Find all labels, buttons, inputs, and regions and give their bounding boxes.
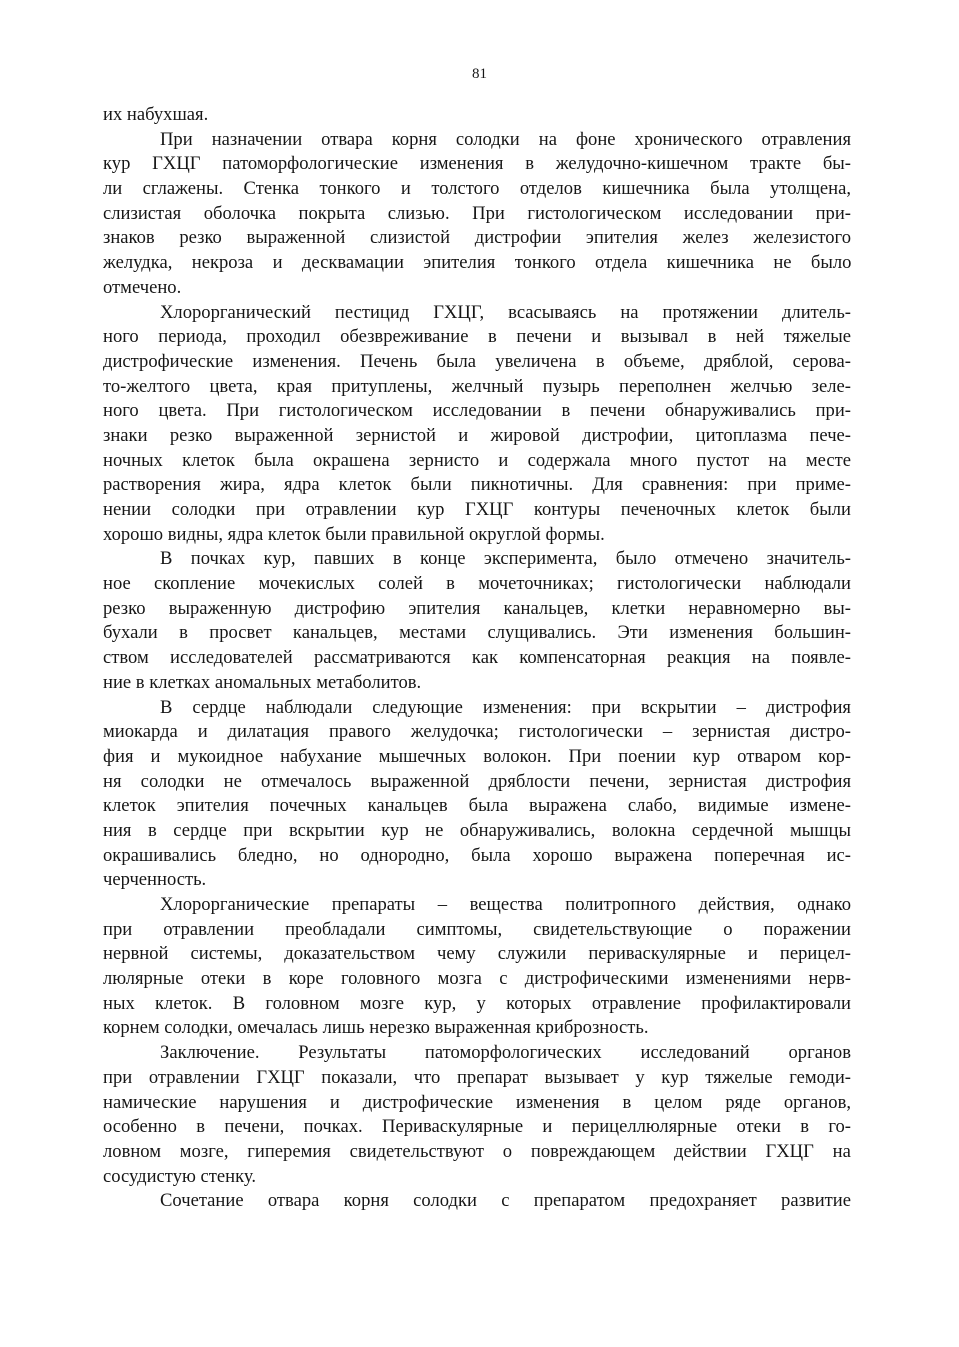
text-line: При назначении отвара корня солодки на фоне хронического отравления xyxy=(160,128,851,150)
text-line: В почках кур, павших в конце эксперимента, было отмечено значитель- xyxy=(160,548,851,570)
text-line: их набухшая. xyxy=(103,104,209,125)
text-line: ние в клетках аномальных метаболитов. xyxy=(103,671,422,693)
text-line: знаки резко выраженной зернистой и жировой дистрофии, цитоплазма пече- xyxy=(103,424,851,446)
text-line: бухали в просвет канальцев, местами слущивались. Эти изменения большин- xyxy=(103,622,851,644)
text-line: сосудистую стенку. xyxy=(103,1165,256,1187)
page-number: 81 xyxy=(472,66,487,82)
text-line: ного цвета. При гистологическом исследовании в печени обнаруживались при- xyxy=(103,400,851,422)
text-line: Заключение. Результаты патоморфологических исследований органов xyxy=(160,1042,851,1064)
text-line: дистрофические изменения. Печень была увеличена в объеме, дряблой, серова- xyxy=(103,350,851,372)
text-line: нервной системы, доказательством чему служили периваскулярные и перицел- xyxy=(103,943,851,965)
text-line: черченность. xyxy=(103,869,207,891)
text-line: слизистая оболочка покрыта слизью. При гистологическом исследовании при- xyxy=(103,202,851,224)
text-line: ное скопление мочекислых солей в мочеточниках; гистологически наблюдали xyxy=(103,573,851,595)
text-line: знаков резко выраженной слизистой дистрофии эпителия желез железистого xyxy=(103,227,851,249)
text-line: В сердце наблюдали следующие изменения: при вскрытии – дистрофия xyxy=(160,696,851,718)
text-line: Хлорорганические препараты – вещества политропного действия, однако xyxy=(160,894,851,915)
text-line: корнем солодки, омечалась лишь нерезко выраженная криброзность. xyxy=(103,1017,649,1039)
text-line: растворения жира, ядра клеток были пикнотичны. Для сравнения: при приме- xyxy=(103,474,851,496)
text-line: миокарда и дилатация правого желудочка; гистологически – зернистая дистро- xyxy=(103,721,851,743)
text-line: то-желтого цвета, края притуплены, желчный пузырь переполнен желчью зеле- xyxy=(103,375,851,397)
text-line: нении солодки при отравлении кур ГХЦГ контуры печеночных клеток были xyxy=(103,499,851,520)
text-line: ного периода, проходил обезвреживание в печени и вызывал в ней тяжелые xyxy=(103,326,851,348)
text-line: отмечено. xyxy=(103,276,182,298)
text-line: при отравлении преобладали симптомы, свидетельствующие о поражении xyxy=(103,918,851,940)
text-line: желудка, некроза и десквамации эпителия тонкого отдела кишечника не было xyxy=(103,252,851,274)
text-line: окрашивались бледно, но однородно, была хорошо выражена поперечная ис- xyxy=(103,844,851,866)
body-text xyxy=(103,103,851,1214)
text-line: намические нарушения и дистрофические изменения в целом ряде органов, xyxy=(103,1091,851,1113)
text-line: кур ГХЦГ патоморфологические изменения в желудочно-кишечном тракте бы- xyxy=(103,153,851,175)
text-line: хорошо видны, ядра клеток были правильной округлой формы. xyxy=(103,523,605,545)
text-line: люлярные отеки в коре головного мозга с дистрофическими изменениями нерв- xyxy=(103,968,851,990)
text-line: клеток эпителия почечных канальцев была выражена слабо, видимые измене- xyxy=(103,795,851,817)
text-line: резко выраженную дистрофию эпителия канальцев, клетки неравномерно вы- xyxy=(103,597,851,619)
text-line: ловном мозге, гиперемия свидетельствуют о повреждающем действии ГХЦГ на xyxy=(103,1140,851,1162)
text-line: при отравлении ГХЦГ показали, что препарат вызывает у кур тяжелые гемоди- xyxy=(103,1066,851,1088)
text-line: особенно в печени, почках. Периваскулярные и перицеллюлярные отеки в го- xyxy=(103,1116,851,1138)
text-line: фия и мукоидное набухание мышечных волокон. При поении кур отваром кор- xyxy=(103,745,851,767)
text-line: ли сглажены. Стенка тонкого и толстого отделов кишечника была утолщена, xyxy=(103,178,851,200)
text-line: Сочетание отвара корня солодки с препаратом предохраняет развитие xyxy=(160,1190,851,1212)
text-line: ночных клеток была окрашена зернисто и содержала много пустот на месте xyxy=(103,449,851,471)
text-line: Хлорорганический пестицид ГХЦГ, всасываясь на протяжении длитель- xyxy=(160,301,851,323)
text-line: ством исследователей рассматриваются как компенсаторная реакция на появле- xyxy=(103,647,851,669)
text-line: ня солодки не отмечалось выраженной дряблости печени, зернистая дистрофия xyxy=(103,770,851,792)
text-line: ния в сердце при вскрытии кур не обнаруживались, волокна сердечной мышцы xyxy=(103,819,851,841)
text-line: ных клеток. В головном мозге кур, у которых отравление профилактировали xyxy=(103,992,851,1014)
